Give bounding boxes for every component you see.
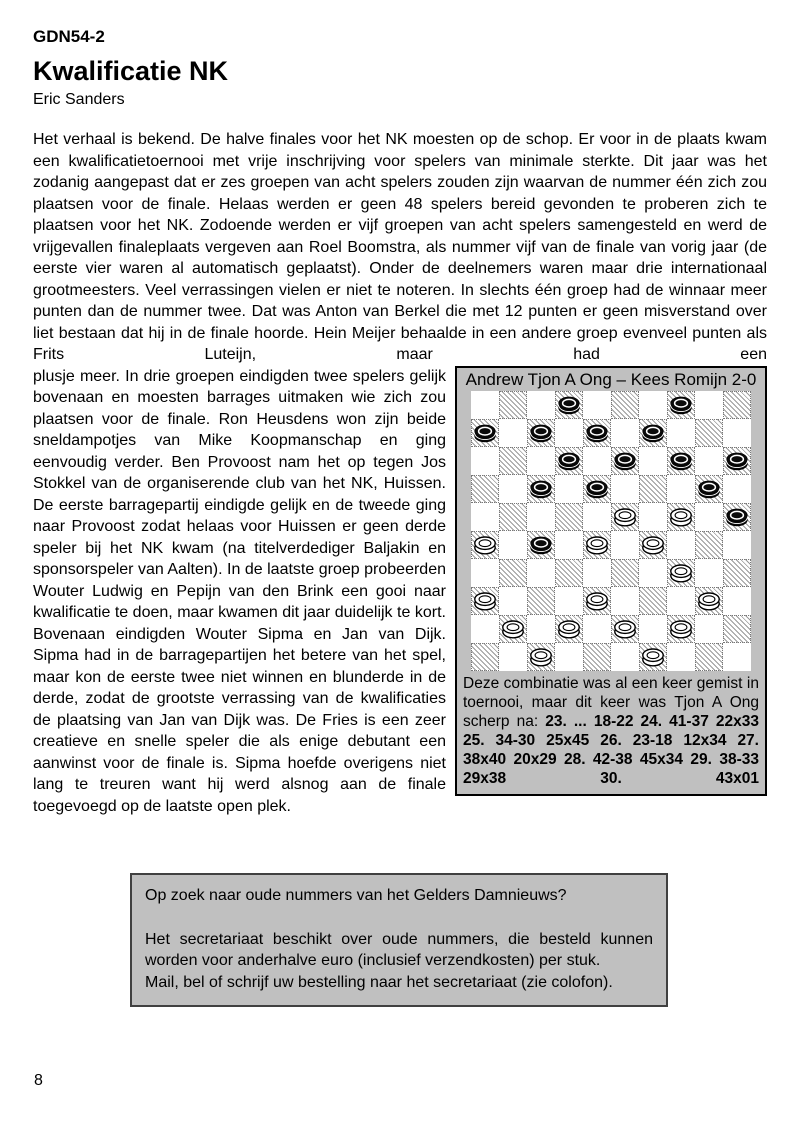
board-square-light xyxy=(471,391,499,419)
board-square-light xyxy=(695,447,723,475)
white-man xyxy=(640,644,666,670)
black-man xyxy=(696,476,722,502)
board-square-46 xyxy=(471,643,499,671)
white-man xyxy=(556,616,582,642)
board-square-light xyxy=(499,531,527,559)
board-square-24 xyxy=(667,503,695,531)
board-square-light xyxy=(611,531,639,559)
white-man xyxy=(584,532,610,558)
board-square-14 xyxy=(667,447,695,475)
board-square-light xyxy=(695,391,723,419)
board-square-light xyxy=(583,615,611,643)
board-square-light xyxy=(527,559,555,587)
white-man xyxy=(640,532,666,558)
board-square-light xyxy=(555,419,583,447)
board-square-light xyxy=(611,419,639,447)
board-square-11 xyxy=(499,447,527,475)
board-square-17 xyxy=(527,475,555,503)
board-square-39 xyxy=(639,587,667,615)
page-title: Kwalificatie NK xyxy=(33,56,229,86)
board-square-9 xyxy=(639,419,667,447)
board-square-38 xyxy=(583,587,611,615)
black-man xyxy=(472,420,498,446)
board-square-light xyxy=(723,643,751,671)
white-man xyxy=(668,560,694,586)
board-square-light xyxy=(667,643,695,671)
board-square-light xyxy=(499,587,527,615)
board-square-22 xyxy=(555,503,583,531)
board-square-47 xyxy=(527,643,555,671)
page-number: 8 xyxy=(34,1072,43,1089)
board-square-32 xyxy=(555,559,583,587)
white-man xyxy=(612,504,638,530)
notice-body-line1: Het secretariaat beschikt over oude nummers, die besteld kunnen worden voor anderhalve euro (inclusief verzendkosten) per stuk. xyxy=(145,930,653,969)
white-man xyxy=(472,588,498,614)
game-diagram-box xyxy=(455,366,767,797)
board-square-light xyxy=(639,559,667,587)
board-square-light xyxy=(695,559,723,587)
board-square-light xyxy=(499,475,527,503)
board-square-light xyxy=(471,503,499,531)
board-square-43 xyxy=(611,615,639,643)
white-man xyxy=(668,504,694,530)
board-square-33 xyxy=(611,559,639,587)
board-square-light xyxy=(695,615,723,643)
board-square-41 xyxy=(499,615,527,643)
board-square-23 xyxy=(611,503,639,531)
board-square-40 xyxy=(695,587,723,615)
black-man xyxy=(668,392,694,418)
board-square-light xyxy=(555,531,583,559)
board-square-light xyxy=(723,475,751,503)
black-man xyxy=(528,532,554,558)
board-square-light xyxy=(471,615,499,643)
board-square-29 xyxy=(639,531,667,559)
notice-heading: Op zoek naar oude nummers van het Gelders Damnieuws? xyxy=(145,887,567,904)
white-man xyxy=(500,616,526,642)
back-issues-notice-box xyxy=(130,873,668,1007)
black-man xyxy=(528,420,554,446)
board-square-light xyxy=(471,559,499,587)
article-body xyxy=(33,129,767,817)
board-square-light xyxy=(527,503,555,531)
board-square-light xyxy=(527,447,555,475)
board-square-45 xyxy=(723,615,751,643)
board-square-13 xyxy=(611,447,639,475)
board-square-48 xyxy=(583,643,611,671)
board-square-light xyxy=(611,587,639,615)
board-square-light xyxy=(583,559,611,587)
board-square-light xyxy=(639,503,667,531)
white-man xyxy=(612,616,638,642)
board-square-36 xyxy=(471,587,499,615)
white-man xyxy=(696,588,722,614)
board-square-light xyxy=(583,503,611,531)
board-square-light xyxy=(583,391,611,419)
board-square-37 xyxy=(527,587,555,615)
board-square-light xyxy=(611,475,639,503)
board-square-5 xyxy=(723,391,751,419)
black-man xyxy=(556,392,582,418)
board-square-16 xyxy=(471,475,499,503)
board-square-light xyxy=(695,503,723,531)
board-square-21 xyxy=(499,503,527,531)
black-man xyxy=(528,476,554,502)
board-square-light xyxy=(527,391,555,419)
caption-text: Deze combinatie was al een keer gemist in toernooi, maar dit keer was Tjon A Ong scherp na: xyxy=(463,675,759,730)
board-square-27 xyxy=(527,531,555,559)
black-man xyxy=(724,504,750,530)
draughts-board xyxy=(471,391,751,671)
black-man xyxy=(612,448,638,474)
article-paragraph-wide: Het verhaal is bekend. De halve finales voor het NK moesten op de schop. Er voor in de plaats kwam een kwalificatietoernooi met vrije inschrijving voor spelers van minimale sterkte. Dit jaar was het zodanig aangepast dat er zes groepen van acht spelers zouden zijn waarvan de nummer één zich zou plaatsen voor de finale. Helaas werden er geen 48 spelers bereid gevonden te proberen zich te plaatsen voor het NK. Zodoende werden er vijf groepen van acht spelers samengesteld en werd de vrijgevallen finaleplaats vergeven aan Roel Boomstra, als nummer vijf van de finale van vorig jaar (de eerste vier waren al automatisch geplaatst). Onder de deelnemers waren maar drie internationaal grootmeesters. Veel verrassingen vielen er niet te noteren. In slechts één groep had de winnaar meer punten dan de nummer twee. Dat was Anton van Berkel die met 12 punten er geen misverstand over liet bestaan dat hij in de finale hoorde. Hein Meijer behaalde in een andere groep evenveel punten als Frits Luteijn, maar had een xyxy=(33,131,767,363)
board-square-2 xyxy=(555,391,583,419)
notice-body-line2: Mail, bel of schrijf uw bestelling naar het secretariaat (zie colofon). xyxy=(145,973,613,991)
white-man xyxy=(584,588,610,614)
board-square-light xyxy=(527,615,555,643)
white-man xyxy=(472,532,498,558)
black-man xyxy=(584,420,610,446)
board-square-light xyxy=(667,419,695,447)
caption-move-list: 23. ... 18-22 24. 41-37 22x33 25. 34-30 25x45 26. 23-18 12x34 27. 38x40 20x29 28. 42-38 45x34 29. 38-33 29x38 30. 43x01 xyxy=(463,713,759,787)
board-square-42 xyxy=(555,615,583,643)
board-square-light xyxy=(723,531,751,559)
board-square-light xyxy=(555,643,583,671)
board-square-light xyxy=(723,587,751,615)
board-square-light xyxy=(583,447,611,475)
board-square-light xyxy=(667,531,695,559)
board-square-6 xyxy=(471,419,499,447)
white-man xyxy=(668,616,694,642)
diagram-title: Andrew Tjon A Ong – Kees Romijn 2-0 xyxy=(465,369,757,389)
black-man xyxy=(724,448,750,474)
issue-code: GDN54-2 xyxy=(33,27,105,46)
author-byline: Eric Sanders xyxy=(33,91,125,108)
board-square-light xyxy=(611,643,639,671)
article-flow-section xyxy=(33,366,767,818)
board-square-18 xyxy=(583,475,611,503)
diagram-caption xyxy=(463,674,759,788)
board-square-1 xyxy=(499,391,527,419)
board-square-10 xyxy=(695,419,723,447)
board-square-25 xyxy=(723,503,751,531)
board-square-light xyxy=(667,475,695,503)
board-square-light xyxy=(639,615,667,643)
board-square-50 xyxy=(695,643,723,671)
white-man xyxy=(528,644,554,670)
board-square-49 xyxy=(639,643,667,671)
board-square-light xyxy=(639,391,667,419)
board-square-7 xyxy=(527,419,555,447)
board-square-19 xyxy=(639,475,667,503)
board-square-light xyxy=(471,447,499,475)
board-square-26 xyxy=(471,531,499,559)
board-square-light xyxy=(723,419,751,447)
board-square-34 xyxy=(667,559,695,587)
board-square-3 xyxy=(611,391,639,419)
board-square-light xyxy=(499,643,527,671)
black-man xyxy=(640,420,666,446)
board-square-light xyxy=(639,447,667,475)
board-square-light xyxy=(555,475,583,503)
board-square-31 xyxy=(499,559,527,587)
board-square-30 xyxy=(695,531,723,559)
board-square-light xyxy=(667,587,695,615)
board-square-12 xyxy=(555,447,583,475)
black-man xyxy=(556,448,582,474)
board-square-20 xyxy=(695,475,723,503)
article-paragraph-narrow: plusje meer. In drie groepen eindigden twee spelers gelijk bovenaan en moesten barrages uitmaken wie zich zou plaatsen voor de finale. Ron Heusdens won zijn beide sneldampotjes van Mike Koopmanschap en ging eenvoudig verder. Ben Provoost nam het op tegen Jos Stokkel van de organiserende club van het NK, Huissen. De eerste barragepartij eindigde gelijk en de tweede ging naar Provoost zodat helaas voor Huissen er geen derde speler bij het NK kwam (na titelverdediger Baljakin en sponsorspeler van Aalten). In de laatste groep probeerden Wouter Ludwig en Pepijn van den Brink een gooi naar kwalificatie te doen, maar kwamen dit jaar duidelijk te kort. Bovenaan eindigden Wouter Sipma en Jan van Dijk. Sipma had in de barragepartijen het betere van het spel, maar kon de eerste twee niet winnen en blunderde in de derde, zodat de grootste verrassing van de kwalificaties de plaatsing van Jan van Dijk was. De Fries is een zeer creatieve en snelle speler die als enige debutant een aanwinst voor de finale is. Sipma hoefde overigens niet lang te treuren want hij werd alsnog aan de finale toegevoegd op de laatste open plek. xyxy=(33,367,446,815)
board-square-15 xyxy=(723,447,751,475)
board-square-8 xyxy=(583,419,611,447)
black-man xyxy=(668,448,694,474)
board-square-28 xyxy=(583,531,611,559)
board-square-4 xyxy=(667,391,695,419)
board-square-44 xyxy=(667,615,695,643)
black-man xyxy=(584,476,610,502)
board-square-light xyxy=(499,419,527,447)
board-square-light xyxy=(555,587,583,615)
board-square-35 xyxy=(723,559,751,587)
